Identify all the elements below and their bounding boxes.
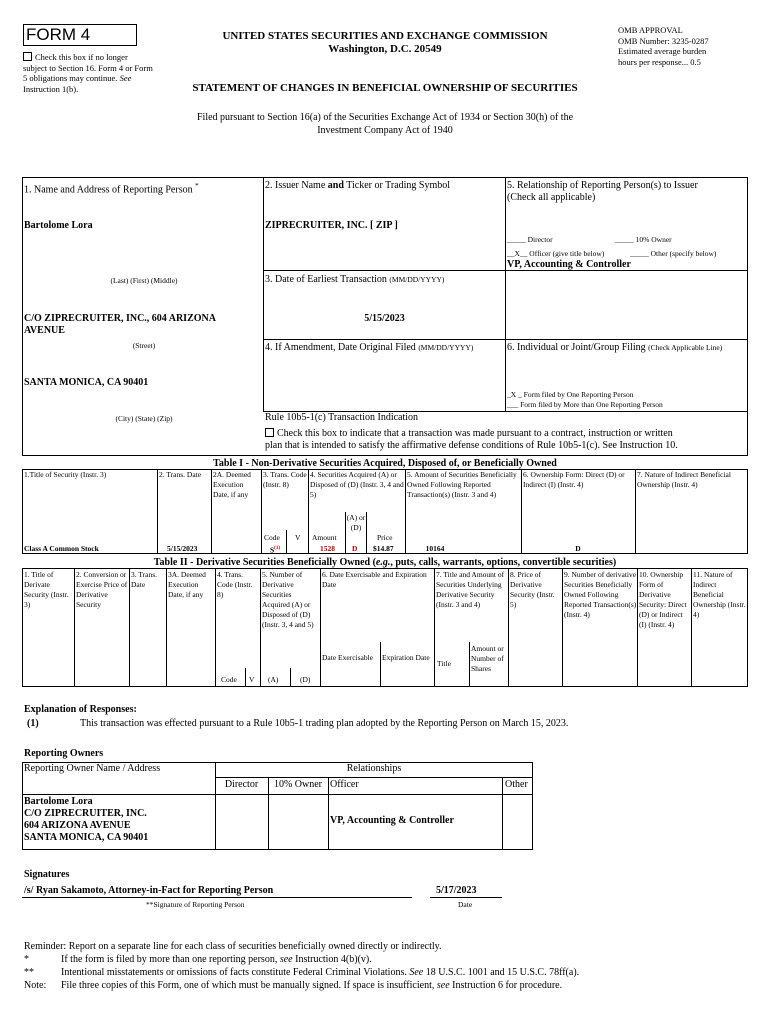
reminder-text: Reminder: Report on a separate line for each class of securities beneficially owned directly or indirectly. bbox=[24, 941, 442, 952]
rule-10b5-checkbox[interactable] bbox=[265, 428, 274, 437]
name-parts-label: (Last) (First) (Middle) bbox=[110, 276, 178, 285]
t2-col-price: 8. Price of Derivative Security (Instr. 5) bbox=[510, 570, 555, 609]
filed-pursuant-line1: Filed pursuant to Section 16(a) of the Securities Exchange Act of 1934 or Section 30(h) of the bbox=[196, 112, 574, 123]
omb-title: OMB APPROVAL bbox=[618, 25, 683, 35]
t1-sub-v: V bbox=[295, 533, 301, 542]
city-state-zip-label: (City) (State) (Zip) bbox=[115, 414, 173, 423]
t2-col-number: 5. Number of Derivative Securities Acquired (A) or Disposed of (D) (Instr. 3, 4 and 5) bbox=[262, 570, 314, 629]
owner-name-address: Bartolome Lora C/O ZIPRECRUITER, INC. 604 ARIZONA AVENUE SANTA MONICA, CA 90401 bbox=[24, 796, 149, 843]
footer-star-mark: * bbox=[24, 954, 29, 965]
owner-name-header: Reporting Owner Name / Address bbox=[24, 763, 161, 774]
street-label: (Street) bbox=[132, 341, 156, 350]
agency-name: UNITED STATES SECURITIES AND EXCHANGE COMMISSION bbox=[222, 30, 548, 42]
other-option[interactable]: _____ Other (specify below) bbox=[630, 249, 717, 258]
t2-col-nature: 11. Nature of Indirect Beneficial Ownership (Instr. 4) bbox=[693, 570, 746, 619]
t2-sub-amount-shares: Amount or Number of Shares bbox=[471, 644, 504, 673]
footer-note-mark: Note: bbox=[24, 980, 47, 991]
t1-row-owned: 10164 bbox=[425, 544, 445, 553]
t2-col-number-owned: 9. Number of derivative Securities Beneficially Owned Following Reported Transaction(s) (Instr. 4) bbox=[564, 570, 637, 619]
box6-label: 6. Individual or Joint/Group Filing (Check Applicable Line) bbox=[507, 342, 723, 353]
footnote-ref: (1) bbox=[274, 546, 281, 551]
t1-row-amount: 1528 bbox=[320, 544, 335, 553]
form-title: FORM 4 bbox=[26, 25, 91, 44]
t2-sub-d: (D) bbox=[300, 675, 311, 684]
director-option[interactable]: _____ Director bbox=[507, 235, 553, 244]
explanation-note-text: This transaction was effected pursuant to a Rule 10b5-1 trading plan adopted by the Reporting Person on March 15, 2023. bbox=[80, 718, 569, 729]
checkbox-instruction: Instruction 1(b). bbox=[23, 83, 79, 94]
issuer-name: ZIPRECRUITER, INC. [ ZIP ] bbox=[265, 220, 398, 231]
statement-title: STATEMENT OF CHANGES IN BENEFICIAL OWNERSHIP OF SECURITIES bbox=[192, 82, 578, 94]
t1-sub-price: Price bbox=[377, 533, 393, 542]
rule-10b5-text: Check this box to indicate that a transaction was made pursuant to a contract, instruction or written plan that is intended to satisfy the affirmative defense conditions of Rule 10b5-1(c). See Instruction 10. bbox=[265, 428, 678, 451]
t2-col-trans-date: 3. Trans. Date bbox=[131, 570, 158, 589]
t2-col-ownership-form: 10. Ownership Form of Derivative Security: Direct (D) or Indirect (I) (Instr. 4) bbox=[639, 570, 687, 629]
t2-sub-v: V bbox=[249, 675, 255, 684]
t2-col-title-amount: 7. Title and Amount of Securities Underlying Derivative Security (Instr. 3 and 4) bbox=[436, 570, 505, 609]
t1-col-date: 2. Trans. Date bbox=[159, 470, 202, 479]
date-label: Date bbox=[458, 900, 473, 909]
director-header: Director bbox=[224, 779, 259, 790]
rule-10b5-title: Rule 10b5-1(c) Transaction Indication bbox=[265, 412, 419, 423]
omb-hours: hours per response... 0.5 bbox=[618, 56, 701, 67]
group-filer-option[interactable]: ___ Form filed by More than One Reporting Person bbox=[507, 400, 663, 409]
t2-sub-date-exercisable: Date Exercisable bbox=[322, 653, 374, 662]
t1-row-security-title: Class A Common Stock bbox=[24, 544, 99, 553]
t2-col-code: 4. Trans. Code (Instr. 8) bbox=[217, 570, 253, 599]
earliest-transaction-date: 5/15/2023 bbox=[364, 313, 405, 324]
table2-title: Table II - Derivative Securities Beneficially Owned (e.g., puts, calls, warrants, options, convertible securities) bbox=[153, 557, 617, 568]
omb-burden: Estimated average burden bbox=[618, 46, 707, 56]
footer-dstar-text: Intentional misstatements or omissions of facts constitute Federal Criminal Violations. See 18 U.S.C. 1001 and 15 U.S.C. 78ff(a). bbox=[61, 967, 580, 978]
t1-col-title: 1.Title of Security (Instr. 3) bbox=[24, 470, 107, 479]
t1-col-nature: 7. Nature of Indirect Beneficial Ownership (Instr. 4) bbox=[637, 470, 731, 489]
omb-number: OMB Number: 3235-0287 bbox=[618, 35, 709, 46]
explanation-title: Explanation of Responses: bbox=[24, 704, 137, 715]
box2-label: 2. Issuer Name and Ticker or Trading Symbol bbox=[265, 180, 451, 191]
box4-label: 4. If Amendment, Date Original Filed (MM/DD/YYYY) bbox=[265, 342, 474, 353]
t2-sub-a: (A) bbox=[268, 675, 279, 684]
t2-col-date-exercisable: 6. Date Exercisable and Expiration Date bbox=[322, 570, 427, 589]
t1-col-amount-owned: 5. Amount of Securities Beneficially Owned Following Reported Transaction(s) (Instr. 3 and 4) bbox=[407, 470, 517, 499]
footer-dstar-mark: ** bbox=[24, 967, 34, 978]
ten-pct-owner-option[interactable]: _____ 10% Owner bbox=[615, 235, 672, 244]
officer-title: VP, Accounting & Controller bbox=[507, 259, 631, 270]
t1-col-securities: 4. Securities Acquired (A) or Disposed of (D) (Instr. 3, 4 and 5) bbox=[310, 470, 404, 499]
t2-col-title: 1. Title of Derivate Security (Instr. 3) bbox=[24, 570, 69, 609]
signature-date: 5/17/2023 bbox=[436, 885, 477, 896]
omb-approval bbox=[618, 25, 758, 67]
no-longer-subject-text: Check this box if no longer subject to Section 16. Form 4 or Form 5 obligations may continue. bbox=[23, 52, 153, 83]
t2-sub-code: Code bbox=[221, 675, 237, 684]
no-longer-subject-checkbox[interactable] bbox=[23, 52, 32, 61]
explanation-note-number: (1) bbox=[27, 718, 39, 729]
signatures-title: Signatures bbox=[24, 869, 70, 880]
t2-col-conversion: 2. Conversion or Exercise Price of Derivative Security bbox=[76, 570, 128, 609]
footer-star-text: If the form is filed by more than one reporting person, see Instruction 4(b)(v). bbox=[61, 954, 372, 965]
filed-pursuant-line2: Investment Company Act of 1940 bbox=[317, 125, 453, 136]
t2-sub-expiration: Expiration Date bbox=[382, 653, 430, 662]
footer-note-text: File three copies of this Form, one of which must be manually signed. If space is insufficient, see Instruction 6 for procedure. bbox=[61, 980, 563, 991]
other-header: Other bbox=[505, 779, 528, 790]
t1-row-price: $14.87 bbox=[373, 544, 394, 553]
t1-col-deemed: 2A. Deemed Execution Date, if any bbox=[213, 470, 251, 499]
reporting-person-address: C/O ZIPRECRUITER, INC., 604 ARIZONA AVENUE bbox=[24, 313, 216, 336]
owner-officer-title: VP, Accounting & Controller bbox=[330, 815, 454, 826]
reporting-person-name: Bartolome Lora bbox=[24, 220, 93, 231]
officer-option[interactable]: __X__ Officer (give title below) bbox=[507, 249, 605, 258]
single-filer-option[interactable]: _X _ Form filed by One Reporting Person bbox=[507, 390, 634, 399]
box5-label: 5. Relationship of Reporting Person(s) to Issuer (Check all applicable) bbox=[507, 180, 698, 203]
relationships-header: Relationships bbox=[346, 763, 402, 774]
t2-sub-title: Title bbox=[437, 659, 451, 668]
t1-row-code: $S^{(1)}$ bbox=[270, 545, 281, 555]
signature: /s/ Ryan Sakamoto, Attorney-in-Fact for Reporting Person bbox=[24, 885, 274, 896]
agency-address: Washington, D.C. 20549 bbox=[328, 43, 442, 55]
t1-sub-aord: (A) or (D) bbox=[346, 513, 366, 532]
table1-title: Table I - Non-Derivative Securities Acquired, Disposed of, or Beneficially Owned bbox=[213, 458, 557, 469]
t1-sub-amount: Amount bbox=[312, 533, 337, 542]
checkbox-see: See bbox=[119, 73, 132, 83]
t1-row-form: D bbox=[575, 544, 581, 553]
t1-row-aord: D bbox=[352, 544, 358, 553]
box3-label: 3. Date of Earliest Transaction (MM/DD/YYYY) bbox=[265, 274, 445, 285]
t1-row-trans-date: 5/15/2023 bbox=[167, 544, 198, 553]
t1-col-code: 3. Trans. Code (Instr. 8) bbox=[263, 470, 307, 489]
t2-col-deemed: 3A. Deemed Execution Date, if any bbox=[168, 570, 206, 599]
reporting-person-city: SANTA MONICA, CA 90401 bbox=[24, 377, 149, 388]
no-longer-subject-checkbox-text bbox=[23, 52, 153, 94]
signature-label: **Signature of Reporting Person bbox=[146, 900, 245, 909]
t1-col-ownership-form: 6. Ownership Form: Direct (D) or Indirect (I) (Instr. 4) bbox=[523, 470, 625, 489]
ten-pct-owner-header: 10% Owner bbox=[273, 779, 323, 790]
box1-label: 1. Name and Address of Reporting Person * bbox=[24, 182, 199, 196]
reporting-owners-title: Reporting Owners bbox=[24, 748, 104, 759]
officer-header: Officer bbox=[330, 779, 359, 790]
t1-sub-code: Code bbox=[264, 533, 280, 542]
